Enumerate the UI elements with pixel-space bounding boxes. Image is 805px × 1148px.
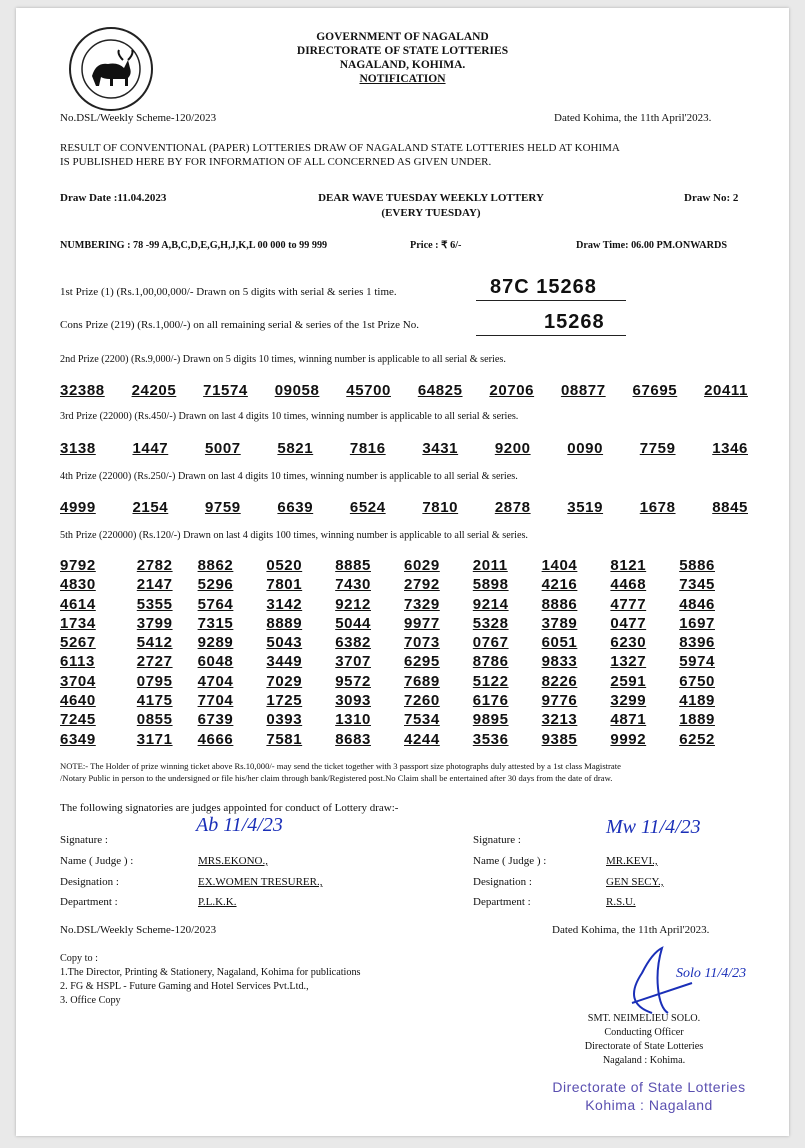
fifth-prize-number: 0795 — [136, 672, 173, 690]
third-prize-number: 3431 — [422, 440, 459, 457]
officer-place: Nagaland : Kohima. — [602, 1055, 686, 1066]
copy-to — [60, 952, 361, 1008]
copy-to-item: 1.The Director, Printing & Stationery, Nagaland, Kohima for publications — [60, 967, 361, 978]
fifth-prize-number: 5043 — [266, 634, 303, 652]
fifth-prize-text: 5th Prize (220000) (Rs.120/-) Drawn on last 4 digits 100 times, winning number is applicable to all serial & series. — [60, 530, 528, 541]
judge2-name: MR.KEVI., — [606, 855, 658, 867]
judges-intro: The following signatories are judges appointed for conduct of Lottery draw:- — [60, 802, 399, 814]
fifth-prize-number: 2591 — [610, 672, 647, 690]
fifth-prize-number: 3449 — [266, 653, 303, 671]
second-prize-numbers — [60, 381, 748, 400]
fifth-prize-number: 5328 — [472, 614, 509, 632]
fifth-prize-number: 7315 — [197, 614, 234, 632]
fifth-prize-number: 4777 — [610, 595, 647, 613]
fifth-prize-number: 9289 — [197, 634, 234, 652]
fifth-prize-number: 7260 — [404, 692, 440, 710]
dated-line-footer: Dated Kohima, the 11th April'2023. — [552, 924, 710, 936]
fifth-prize-number: 8885 — [335, 557, 371, 574]
fifth-prize-number: 0520 — [266, 557, 303, 574]
fifth-prize-number: 1725 — [266, 692, 303, 710]
fifth-prize-number: 5296 — [197, 576, 234, 594]
second-prize-number: 45700 — [346, 382, 391, 399]
fifth-prize-number: 5355 — [136, 595, 173, 613]
official-stamp — [544, 1078, 754, 1114]
fifth-prize-number: 3142 — [266, 595, 303, 613]
fifth-prize-number: 7329 — [404, 595, 440, 613]
fifth-prize-number: 7689 — [404, 672, 440, 690]
note — [60, 760, 760, 784]
third-prize-numbers — [60, 439, 748, 458]
intro-line-2: IS PUBLISHED HERE BY FOR INFORMATION OF ALL CONCERNED AS GIVEN UNDER. — [60, 156, 492, 168]
fifth-prize-number: 0767 — [472, 634, 509, 652]
third-prize-number: 5007 — [204, 440, 241, 457]
fifth-prize-number: 1310 — [335, 711, 371, 729]
fifth-prize-number: 4244 — [404, 730, 440, 748]
second-prize-number: 09058 — [274, 382, 320, 399]
second-prize-number: 32388 — [60, 382, 105, 399]
draw-date: Draw Date :11.04.2023 — [60, 192, 167, 204]
officer-block — [544, 1012, 744, 1068]
gov-title: GOVERNMENT OF NAGALAND — [316, 31, 489, 43]
fifth-prize-number: 8862 — [197, 557, 234, 574]
fourth-prize-number: 3519 — [567, 499, 604, 516]
fifth-prize-number: 3707 — [335, 653, 371, 671]
third-prize-number: 7816 — [349, 440, 386, 457]
fifth-prize-number: 6029 — [404, 557, 440, 574]
first-prize-text: 1st Prize (1) (Rs.1,00,00,000/- Drawn on 5 digits with serial & series 1 time. — [60, 286, 397, 298]
lottery-title: DEAR WAVE TUESDAY WEEKLY LOTTERY — [318, 192, 544, 204]
fifth-prize-number: 4871 — [610, 711, 647, 729]
fourth-prize-numbers — [60, 498, 748, 517]
fifth-prize-number: 6349 — [60, 730, 96, 748]
fourth-prize-number: 1678 — [639, 499, 676, 516]
third-prize-number: 5821 — [277, 440, 314, 457]
officer-signature: Solo 11/4/23 — [676, 966, 747, 981]
fifth-prize-number: 2011 — [472, 557, 508, 574]
fifth-prize-number: 4846 — [679, 595, 715, 613]
fifth-prize-number: 6048 — [197, 653, 234, 671]
officer-dept: Directorate of State Lotteries — [584, 1041, 704, 1052]
third-prize-number: 1447 — [132, 440, 169, 457]
fifth-prize-numbers — [60, 556, 748, 749]
third-prize-number: 7759 — [639, 440, 676, 457]
fifth-prize-number: 9572 — [335, 672, 371, 690]
fifth-prize-number: 3299 — [610, 692, 647, 710]
fifth-prize-number: 7245 — [60, 711, 96, 729]
fifth-prize-number: 7704 — [197, 692, 234, 710]
fourth-prize-number: 6524 — [349, 499, 386, 516]
fifth-prize-number: 9992 — [610, 730, 647, 748]
copy-to-item: 3. Office Copy — [60, 995, 121, 1006]
fifth-prize-number: 1697 — [679, 614, 715, 632]
fourth-prize-number: 8845 — [712, 499, 748, 516]
judge2-department: R.S.U. — [606, 896, 636, 908]
fifth-prize-number: 9833 — [541, 653, 578, 671]
copy-to-item: 2. FG & HSPL - Future Gaming and Hotel Services Pvt.Ltd., — [60, 981, 309, 992]
fifth-prize-number: 4175 — [136, 692, 173, 710]
fifth-prize-number: 5122 — [472, 672, 509, 690]
second-prize-text: 2nd Prize (2200) (Rs.9,000/-) Drawn on 5 digits 10 times, winning number is applicable to all serial & series. — [60, 354, 506, 365]
copy-to-title: Copy to : — [60, 953, 98, 964]
draw-time: Draw Time: 06.00 PM.ONWARDS — [576, 240, 728, 251]
first-prize-underline — [476, 300, 626, 301]
first-prize-number: 87C 15268 — [490, 276, 597, 298]
judge2-signature: Mw 11/4/23 — [606, 816, 701, 838]
fourth-prize-number: 7810 — [422, 499, 459, 516]
fifth-prize-number: 9895 — [472, 711, 509, 729]
reference-number-footer: No.DSL/Weekly Scheme-120/2023 — [60, 924, 217, 936]
fifth-prize-number: 2782 — [136, 557, 173, 574]
fifth-prize-number: 4830 — [60, 576, 96, 594]
second-prize-number: 24205 — [131, 382, 177, 399]
fifth-prize-number: 5412 — [136, 634, 173, 652]
officer-name: SMT. NEIMELIEU SOLO. — [587, 1013, 701, 1024]
fifth-prize-number: 5764 — [197, 595, 234, 613]
fifth-prize-number: 9977 — [404, 614, 440, 632]
officer-signature-scribble — [612, 943, 722, 1023]
fifth-prize-number: 3171 — [136, 730, 173, 748]
third-prize-number: 0090 — [567, 440, 604, 457]
fourth-prize-number: 4999 — [60, 499, 96, 516]
fifth-prize-number: 0855 — [136, 711, 173, 729]
fifth-prize-number: 2147 — [136, 576, 173, 594]
fifth-prize-number: 7029 — [266, 672, 303, 690]
judge2-designation-label: Designation : — [473, 876, 532, 888]
judge1-name-label: Name ( Judge ) : — [60, 855, 134, 867]
fifth-prize-number: 6051 — [541, 634, 578, 652]
second-prize-number: 20706 — [489, 382, 535, 399]
second-prize-number: 64825 — [417, 382, 463, 399]
fifth-prize-number: 7073 — [404, 634, 440, 652]
dated-line: Dated Kohima, the 11th April'2023. — [554, 112, 712, 124]
fifth-prize-number: 5974 — [679, 653, 715, 671]
fourth-prize-number: 2878 — [494, 499, 531, 516]
fifth-prize-number: 7534 — [404, 711, 440, 729]
judge2-designation: GEN SECY., — [606, 876, 664, 888]
note-line-1: NOTE:- The Holder of prize winning ticket above Rs.10,000/- may send the ticket together with 3 passport size photographs duly attested by a 1st class Magistrate — [60, 761, 621, 771]
fifth-prize-number: 5886 — [679, 557, 715, 574]
location-title: NAGALAND, KOHIMA. — [339, 59, 466, 71]
intro-line-1: RESULT OF CONVENTIONAL (PAPER) LOTTERIES DRAW OF NAGALAND STATE LOTTERIES HELD AT KOHIMA — [60, 142, 620, 154]
fifth-prize-number: 6230 — [610, 634, 647, 652]
fifth-prize-number: 2792 — [404, 576, 440, 594]
cons-prize-text: Cons Prize (219) (Rs.1,000/-) on all remaining serial & series of the 1st Prize No. — [60, 319, 419, 331]
fifth-prize-number: 4189 — [679, 692, 715, 710]
draw-number: Draw No: 2 — [684, 192, 739, 204]
fifth-prize-number: 8886 — [541, 595, 578, 613]
fifth-prize-number: 7430 — [335, 576, 371, 594]
fifth-prize-number: 8396 — [679, 634, 715, 652]
judge2-name-label: Name ( Judge ) : — [473, 855, 547, 867]
third-prize-number: 9200 — [494, 440, 531, 457]
fifth-prize-number: 1889 — [679, 711, 715, 729]
notification-title: NOTIFICATION — [359, 73, 446, 85]
judge1-department-label: Department : — [60, 896, 118, 908]
judge1-department: P.L.K.K. — [198, 896, 237, 908]
fifth-prize-number: 6295 — [404, 653, 440, 671]
judge1-name: MRS.EKONO., — [198, 855, 268, 867]
fifth-prize-number: 8121 — [610, 557, 647, 574]
fifth-prize-number: 4614 — [60, 595, 96, 613]
third-prize-number: 1346 — [712, 440, 748, 457]
fourth-prize-number: 9759 — [204, 499, 241, 516]
fifth-prize-number: 5044 — [335, 614, 371, 632]
fifth-prize-number: 0477 — [610, 614, 647, 632]
fifth-prize-number: 4216 — [541, 576, 578, 594]
judge2-signature-label: Signature : — [473, 834, 521, 846]
fifth-prize-number: 9776 — [541, 692, 578, 710]
fifth-prize-number: 2727 — [136, 653, 173, 671]
numbering-range: NUMBERING : 78 -99 A,B,C,D,E,G,H,J,K,L 00 000 to 99 999 — [60, 240, 328, 251]
fifth-prize-number: 1327 — [610, 653, 647, 671]
fifth-prize-number: 6382 — [335, 634, 371, 652]
fifth-prize-number: 3704 — [60, 672, 96, 690]
fifth-prize-number: 4704 — [197, 672, 234, 690]
cons-prize-number: 15268 — [544, 311, 605, 333]
second-prize-number: 67695 — [632, 382, 678, 399]
fifth-prize-number: 3799 — [136, 614, 173, 632]
judge2-department-label: Department : — [473, 896, 531, 908]
fifth-prize-number: 7581 — [266, 730, 303, 748]
reference-number: No.DSL/Weekly Scheme-120/2023 — [60, 112, 217, 124]
third-prize-text: 3rd Prize (22000) (Rs.450/-) Drawn on last 4 digits 10 times, winning number is applicable to all serial & series. — [60, 411, 519, 422]
fifth-prize-number: 9214 — [472, 595, 509, 613]
fifth-prize-number: 1404 — [541, 557, 578, 574]
second-prize-number: 71574 — [203, 382, 248, 399]
notification-page — [16, 8, 789, 1136]
fifth-prize-number: 8889 — [266, 614, 303, 632]
judge1-signature-label: Signature : — [60, 834, 108, 846]
fourth-prize-number: 2154 — [132, 499, 169, 516]
fifth-prize-number: 6739 — [197, 711, 234, 729]
second-prize-number: 20411 — [704, 382, 748, 399]
directorate-title: DIRECTORATE OF STATE LOTTERIES — [296, 45, 509, 57]
fifth-prize-number: 9212 — [335, 595, 371, 613]
fifth-prize-number: 6750 — [679, 672, 715, 690]
ticket-price: Price : ₹ 6/- — [410, 240, 462, 251]
fifth-prize-number: 6252 — [679, 730, 715, 748]
fifth-prize-number: 5898 — [472, 576, 509, 594]
lottery-subtitle: (EVERY TUESDAY) — [381, 207, 481, 219]
note-line-2: /Notary Public in person to the undersigned or file his/her claim through bank/Registered post.No Claim shall be entertained after 30 days from the date of draw. — [60, 773, 613, 783]
fifth-prize-number: 9385 — [541, 730, 578, 748]
fifth-prize-number: 3093 — [335, 692, 371, 710]
fifth-prize-number: 6176 — [472, 692, 509, 710]
fifth-prize-number: 6113 — [60, 653, 95, 671]
fifth-prize-number: 7801 — [266, 576, 303, 594]
stamp-line-1: Directorate of State Lotteries — [552, 1079, 746, 1095]
second-prize-number: 08877 — [560, 382, 606, 399]
judge1-designation: EX.WOMEN TRESURER., — [198, 876, 323, 888]
fifth-prize-number: 5267 — [60, 634, 96, 652]
fifth-prize-number: 4666 — [197, 730, 234, 748]
fifth-prize-number: 7345 — [679, 576, 715, 594]
cons-prize-underline — [476, 335, 626, 336]
fifth-prize-number: 4468 — [610, 576, 647, 594]
fifth-prize-number: 9792 — [60, 557, 96, 574]
fifth-prize-number: 3213 — [541, 711, 578, 729]
fifth-prize-number: 8786 — [472, 653, 509, 671]
fifth-prize-number: 8226 — [541, 672, 578, 690]
fifth-prize-number: 1734 — [60, 614, 96, 632]
fifth-prize-number: 4640 — [60, 692, 96, 710]
fifth-prize-number: 3536 — [472, 730, 509, 748]
stamp-line-2: Kohima : Nagaland — [585, 1097, 713, 1113]
judge1-designation-label: Designation : — [60, 876, 119, 888]
fourth-prize-number: 6639 — [277, 499, 314, 516]
officer-title: Conducting Officer — [604, 1027, 684, 1038]
third-prize-number: 3138 — [60, 440, 96, 457]
fifth-prize-number: 0393 — [266, 711, 303, 729]
judge1-signature: Ab 11/4/23 — [196, 814, 283, 836]
fifth-prize-number: 8683 — [335, 730, 371, 748]
fifth-prize-number: 3789 — [541, 614, 578, 632]
fourth-prize-text: 4th Prize (22000) (Rs.250/-) Drawn on last 4 digits 10 times, winning number is applicable to all serial & series. — [60, 471, 518, 482]
